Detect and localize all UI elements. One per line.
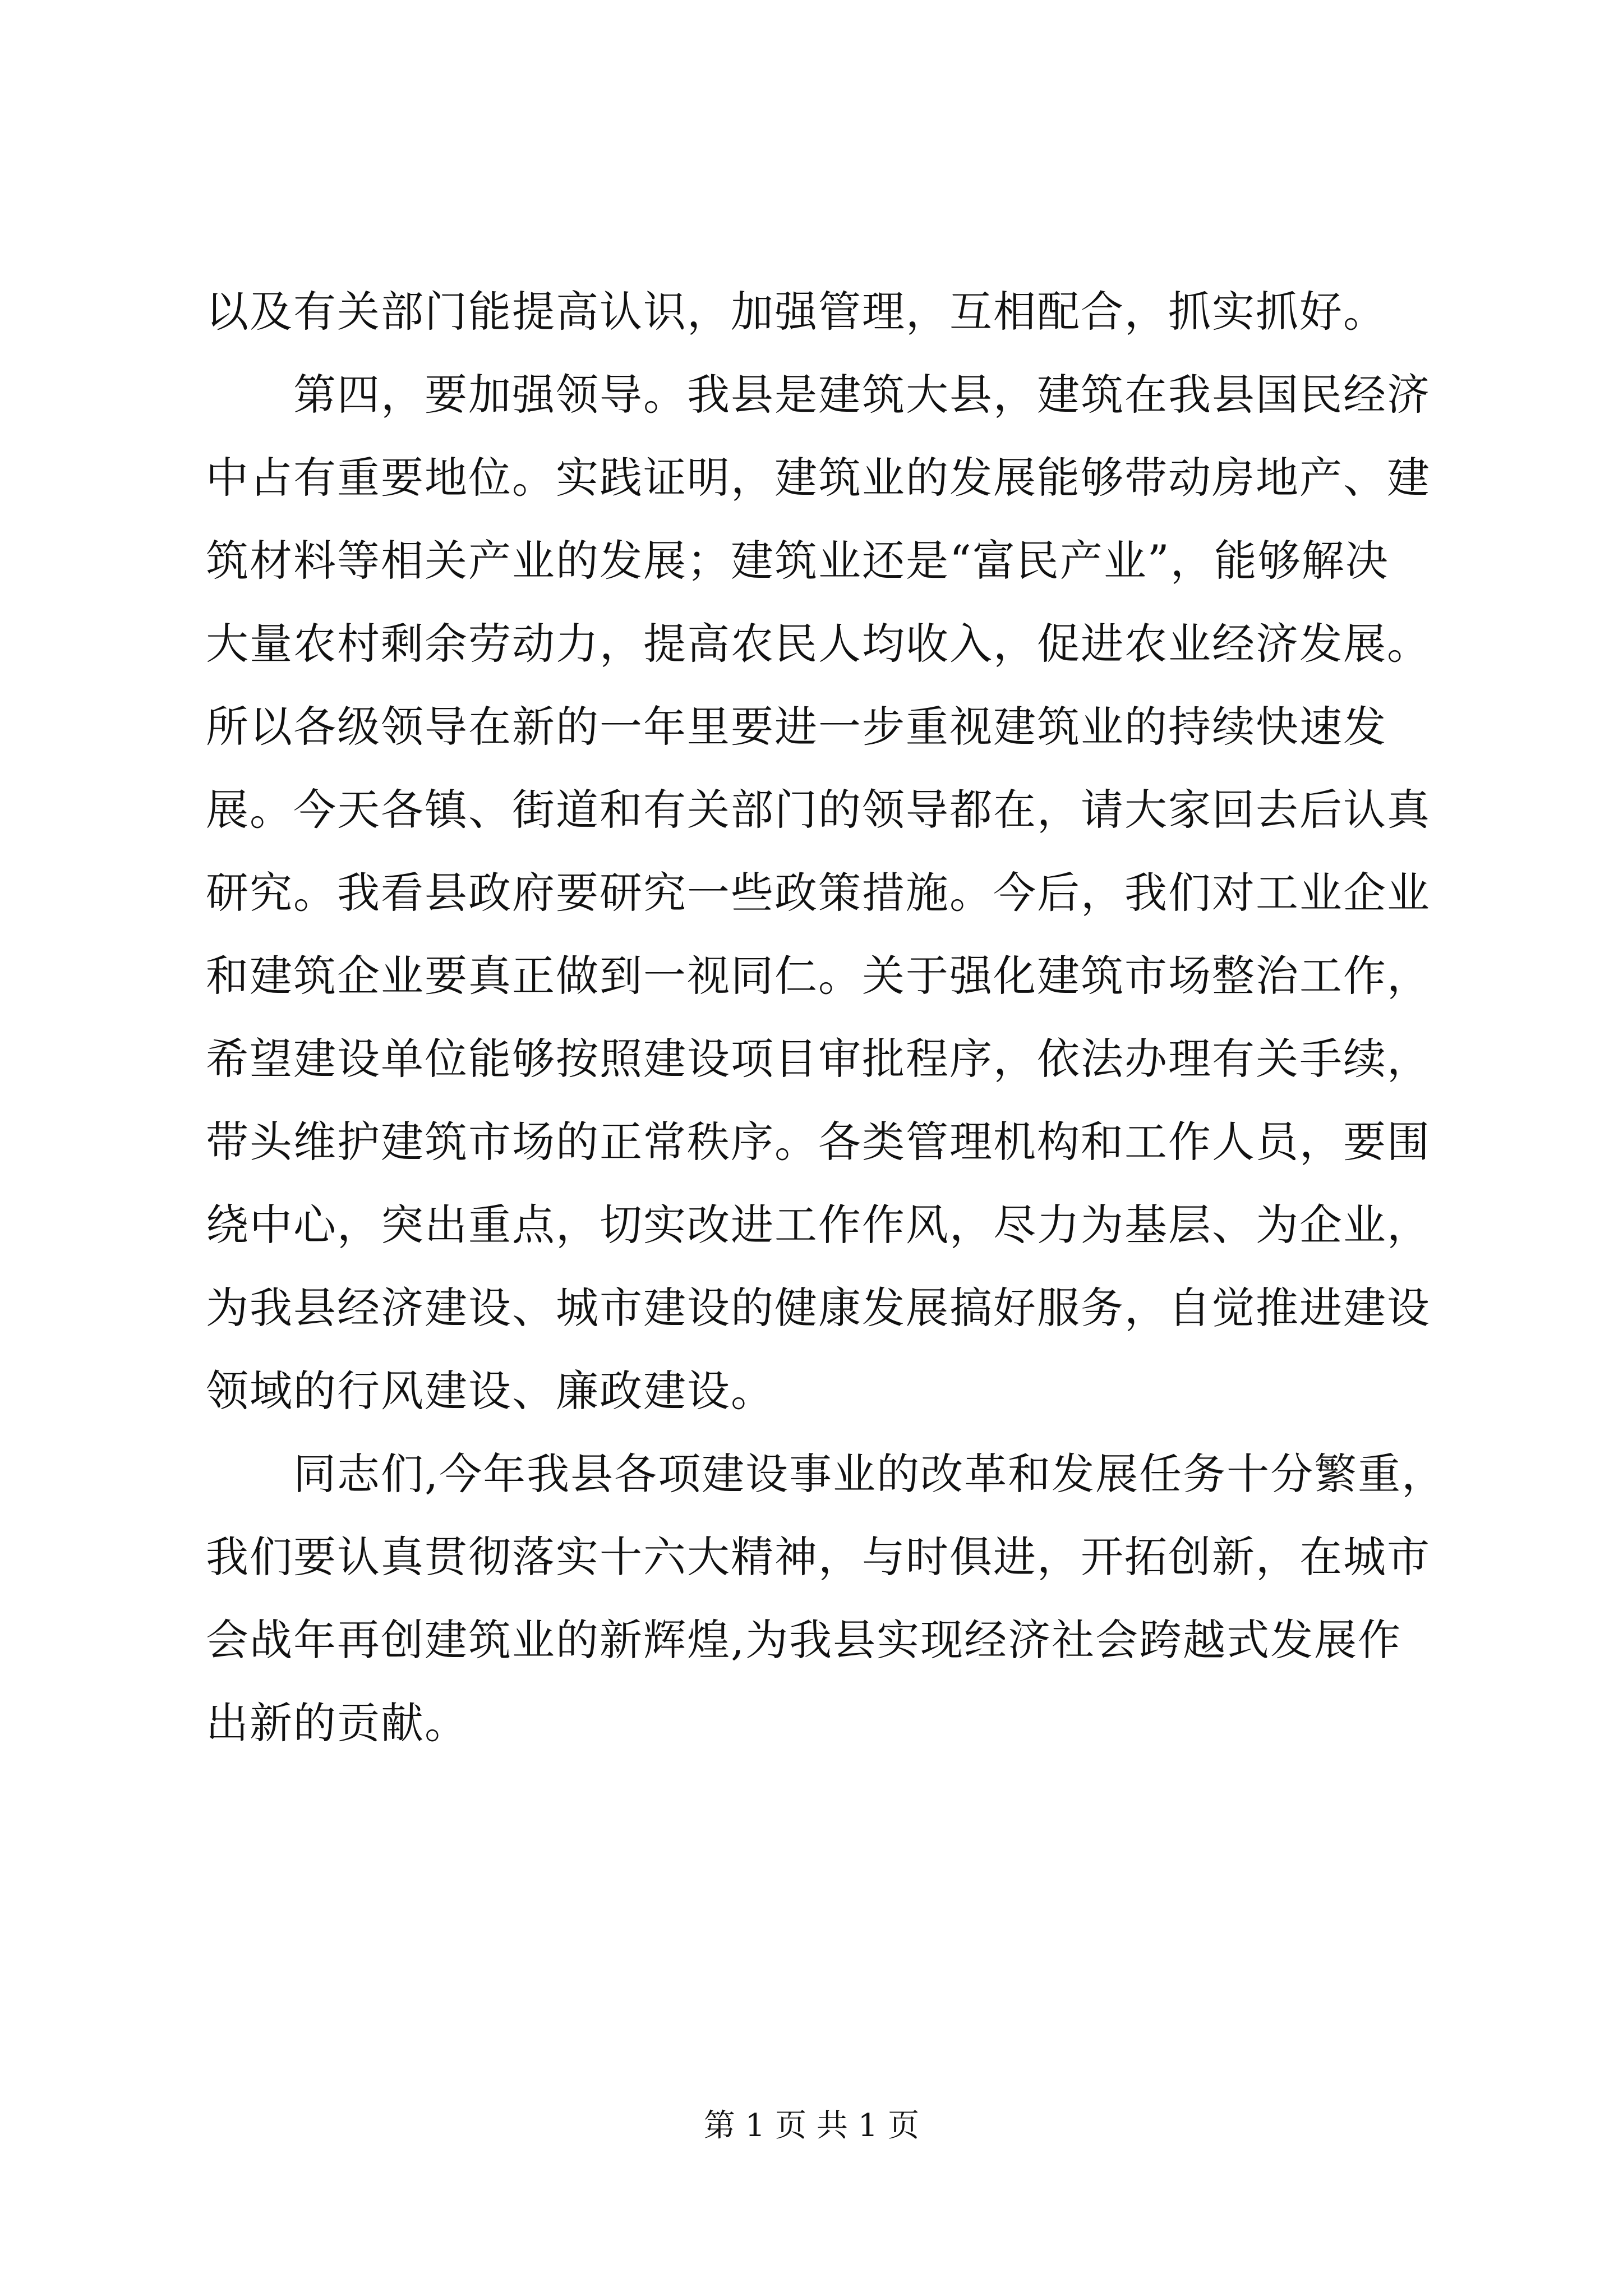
text-line: 绕中心，突出重点，切实改进工作作风，尽力为基层、为企业， <box>206 1200 1431 1250</box>
text-line: 展。今天各镇、街道和有关部门的领导都在，请大家回去后认真 <box>206 785 1431 835</box>
document-body <box>206 270 1446 1765</box>
text-line: 领域的行风建设、廉政建设。 <box>206 1366 774 1416</box>
text-line: 会战年再创建筑业的新辉煌,为我县实现经济社会跨越式发展作 <box>206 1615 1402 1665</box>
text-line: 出新的贡献。 <box>206 1698 468 1748</box>
text-line: 为我县经济建设、城市建设的健康发展搞好服务，自觉推进建设 <box>206 1283 1431 1333</box>
text-line: 中占有重要地位。实践证明，建筑业的发展能够带动房地产、建 <box>206 453 1431 503</box>
page-number-footer: 第 1 页 共 1 页 <box>703 2108 920 2144</box>
text-line: 研究。我看县政府要研究一些政策措施。今后，我们对工业企业 <box>206 868 1431 918</box>
text-line: 筑材料等相关产业的发展；建筑业还是“富民产业”，能够解决 <box>206 536 1389 586</box>
text-line: 第四，要加强领导。我县是建筑大县，建筑在我县国民经济 <box>206 370 1431 420</box>
text-line: 和建筑企业要真正做到一视同仁。关于强化建筑市场整治工作， <box>206 951 1431 1001</box>
text-line: 大量农村剩余劳动力，提高农民人均收入，促进农业经济发展。 <box>206 619 1431 669</box>
text-line: 同志们,今年我县各项建设事业的改革和发展任务十分繁重， <box>206 1449 1446 1499</box>
text-line: 希望建设单位能够按照建设项目审批程序，依法办理有关手续， <box>206 1034 1431 1084</box>
text-line: 带头维护建筑市场的正常秩序。各类管理机构和工作人员，要围 <box>206 1117 1431 1167</box>
text-line: 所以各级领导在新的一年里要进一步重视建筑业的持续快速发 <box>206 702 1387 752</box>
text-line: 以及有关部门能提高认识，加强管理，互相配合，抓实抓好。 <box>206 287 1387 337</box>
text-line: 我们要认真贯彻落实十六大精神，与时俱进，开拓创新，在城市 <box>206 1532 1431 1582</box>
